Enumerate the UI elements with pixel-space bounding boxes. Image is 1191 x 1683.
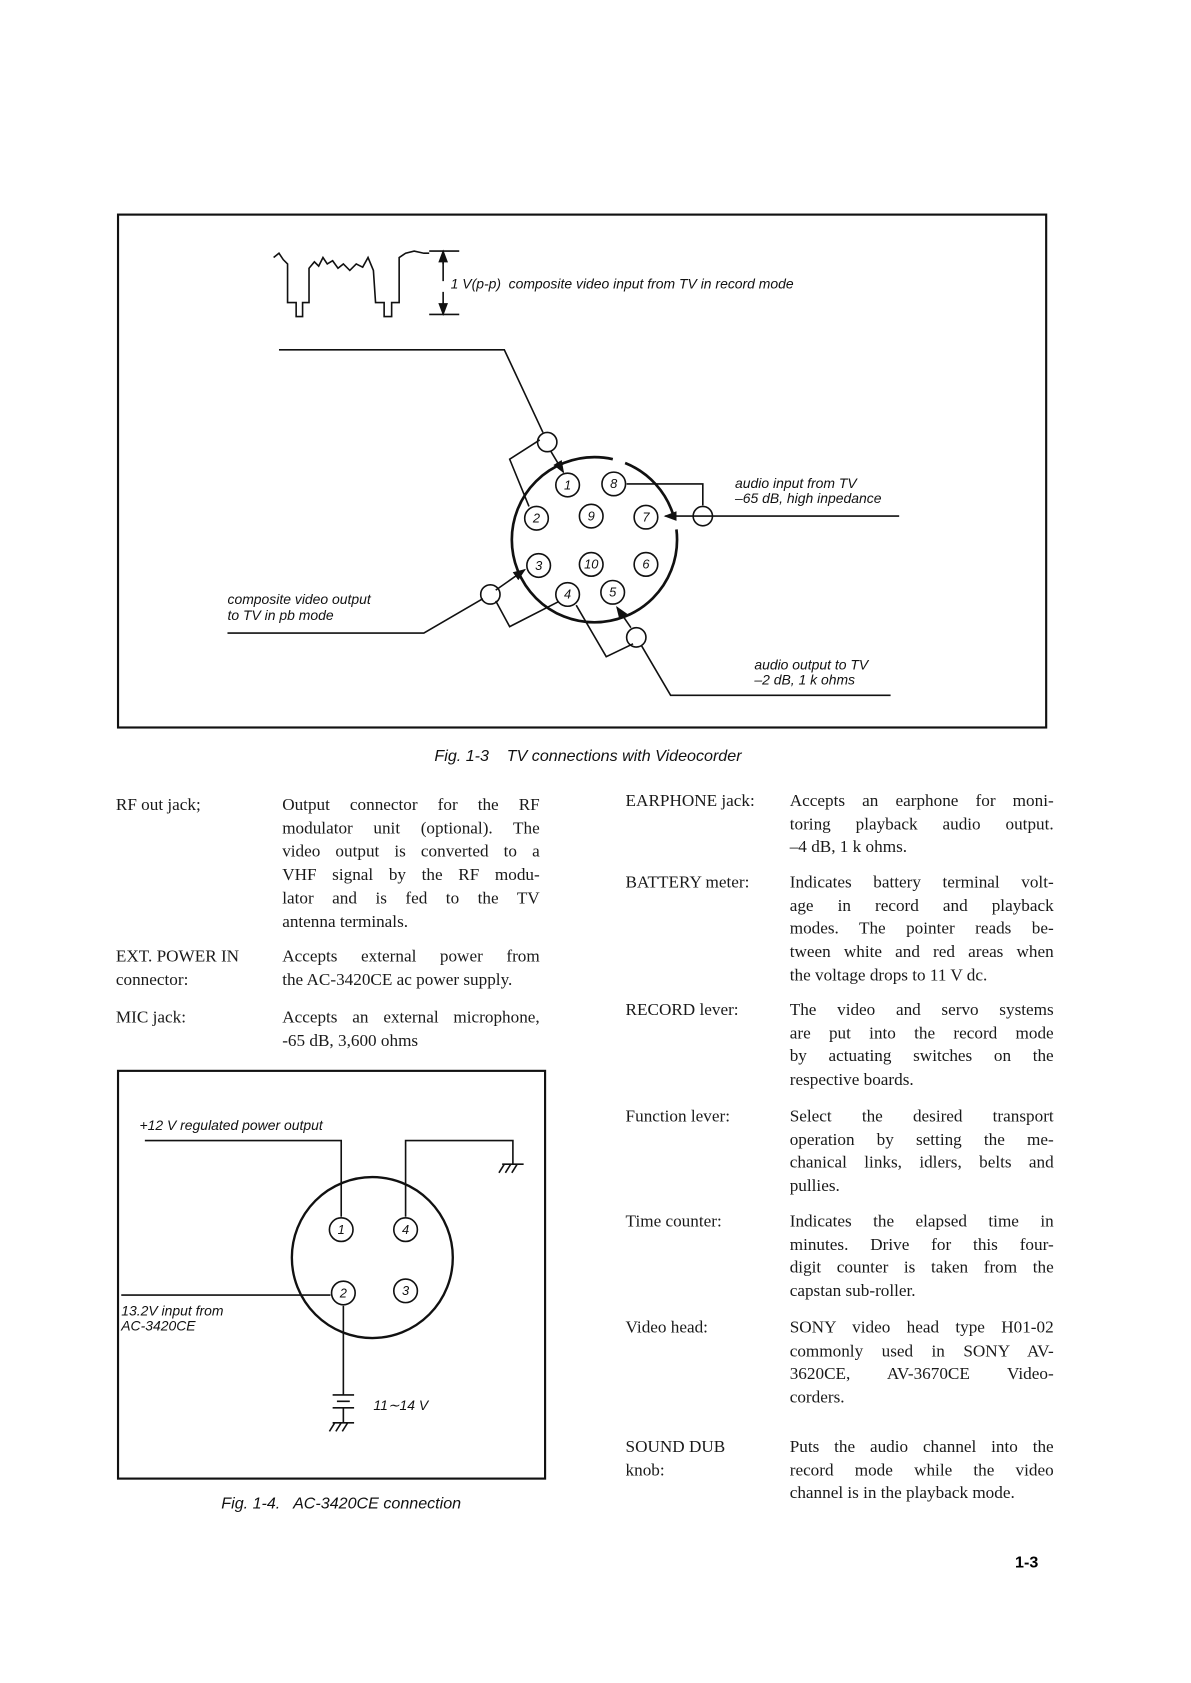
label-line: Function lever: <box>625 1107 730 1126</box>
description-line: -65 dB, 3,600 ohms <box>282 1031 419 1051</box>
amplitude-label: 1 V(p-p) <box>450 275 502 292</box>
label-line: knob: <box>625 1461 665 1480</box>
audio-in-label-2: –65 dB, high inpedance <box>735 490 882 507</box>
label-line: EARPHONE jack: <box>625 791 755 811</box>
description-line: record mode while the video <box>789 1461 1054 1480</box>
battery-icon <box>333 1395 354 1423</box>
input-label-2: AC-3420CE <box>121 1317 196 1334</box>
pin-6: 6 <box>642 556 650 572</box>
video-waveform <box>274 251 430 316</box>
entry-label <box>626 790 755 813</box>
entry-label <box>626 1210 722 1233</box>
description-line: modulator unit (optional). The <box>282 819 540 838</box>
ground-icon <box>499 1164 524 1173</box>
pin-4: 4 <box>564 586 572 602</box>
entry-label <box>626 1436 726 1483</box>
entry-description <box>790 871 1054 987</box>
description-line: 3620CE, AV-3670CE Video- <box>789 1365 1054 1384</box>
description-line: antenna terminals. <box>282 912 409 931</box>
pin-10: 10 <box>584 556 599 572</box>
pin-7: 7 <box>642 509 650 525</box>
pin-5: 5 <box>609 584 617 600</box>
entry-description <box>282 1006 540 1053</box>
label-line: connector: <box>115 970 189 989</box>
video-in-label: composite video input from TV in record mode <box>508 275 794 292</box>
description-line: VHF signal by the RF modu- <box>282 866 540 885</box>
ground-icon <box>329 1423 354 1432</box>
description-line: operation by setting the me- <box>789 1130 1054 1149</box>
description-line: SONY video head type H01-02 <box>789 1318 1054 1337</box>
entry-label <box>116 1006 186 1029</box>
description-line: Select the desired transport <box>789 1107 1054 1126</box>
description-line: Indicates the elapsed time in <box>789 1212 1054 1231</box>
description-line: commonly used in SONY AV- <box>789 1342 1054 1361</box>
entry-description <box>282 945 540 992</box>
power-out-label: +12 V regulated power output <box>139 1116 323 1133</box>
description-line: lator and is fed to the TV <box>282 889 540 908</box>
entry-label <box>626 1105 730 1128</box>
audio-in-label-1: audio input from TV <box>735 475 857 492</box>
entry-label <box>116 794 201 817</box>
description-line: Accepts an earphone for moni- <box>789 791 1054 811</box>
entry-label <box>626 999 739 1022</box>
description-line: –4 dB, 1 k ohms. <box>789 838 908 857</box>
pin-9: 9 <box>587 508 595 524</box>
description-line: are put into the record mode <box>789 1024 1054 1043</box>
page-number: 1-3 <box>1015 1553 1039 1572</box>
description-line: Accepts an external microphone, <box>282 1008 540 1027</box>
description-line: pullies. <box>789 1177 840 1196</box>
label-line: Video head: <box>625 1318 708 1337</box>
pin-3: 3 <box>535 557 543 573</box>
entry-description <box>790 1105 1054 1198</box>
pin-2: 2 <box>339 1285 347 1301</box>
description-line: the voltage drops to 11 V dc. <box>789 966 988 985</box>
entry-description <box>790 1436 1054 1506</box>
pin-3: 3 <box>402 1283 410 1299</box>
description-line: the AC-3420CE ac power supply. <box>282 970 513 989</box>
video-out-label-2: to TV in pb mode <box>227 607 334 624</box>
description-line: corders. <box>789 1388 845 1407</box>
label-line: SOUND DUB <box>625 1437 726 1457</box>
pin-4: 4 <box>402 1221 410 1237</box>
description-line: digit counter is taken from the <box>789 1259 1054 1278</box>
entry-label <box>116 945 239 992</box>
figure-1-4-caption: Fig. 1-4. AC-3420CE connection <box>221 1494 462 1513</box>
label-line: BATTERY meter: <box>625 873 750 892</box>
label-line: MIC jack: <box>115 1008 186 1027</box>
pin-1: 1 <box>564 477 572 493</box>
description-line: chanical links, idlers, belts and <box>789 1153 1054 1173</box>
description-line: Indicates battery terminal volt- <box>789 873 1054 892</box>
entry-description <box>282 794 540 934</box>
voltage-label: 11∼14 V <box>373 1396 429 1413</box>
entry-description <box>790 999 1054 1092</box>
description-line: minutes. Drive for this four- <box>789 1235 1054 1255</box>
description-line: The video and servo systems <box>789 1001 1054 1020</box>
description-line: by actuating switches on the <box>789 1047 1054 1066</box>
pin-2: 2 <box>532 510 541 526</box>
description-line: Puts the audio channel into the <box>789 1437 1054 1457</box>
description-line: age in record and playback <box>789 896 1054 915</box>
description-line: modes. The pointer reads be- <box>789 919 1054 939</box>
pin-8: 8 <box>610 476 618 492</box>
audio-out-label-2: –2 dB, 1 k ohms <box>754 671 856 688</box>
label-line: EXT. POWER IN <box>115 947 240 966</box>
entry-description <box>790 1210 1054 1303</box>
description-line: toring playback audio output. <box>789 815 1054 834</box>
entry-label <box>626 1317 708 1340</box>
video-out-label-1: composite video output <box>227 591 371 608</box>
figure-1-3-caption: Fig. 1-3 TV connections with Videocorder <box>434 746 742 765</box>
entry-description <box>790 790 1054 860</box>
audio-out-label-1: audio output to TV <box>754 656 869 673</box>
label-line: RECORD lever: <box>625 1001 739 1020</box>
connector-pins-10 <box>525 472 658 606</box>
description-line: channel is in the playback mode. <box>789 1484 1015 1503</box>
description-line: Output connector for the RF <box>282 796 540 815</box>
entry-description <box>790 1317 1054 1410</box>
pin-1: 1 <box>337 1221 345 1237</box>
description-line: tween white and red areas when <box>789 943 1054 962</box>
label-line: RF out jack; <box>115 796 201 815</box>
description-line: video output is converted to a <box>282 842 540 861</box>
description-line: capstan sub-roller. <box>789 1282 916 1301</box>
label-line: Time counter: <box>625 1212 722 1231</box>
description-line: respective boards. <box>789 1070 914 1090</box>
input-label-1: 13.2V input from <box>121 1302 224 1319</box>
entry-label <box>626 871 750 894</box>
description-line: Accepts external power from <box>282 947 540 966</box>
